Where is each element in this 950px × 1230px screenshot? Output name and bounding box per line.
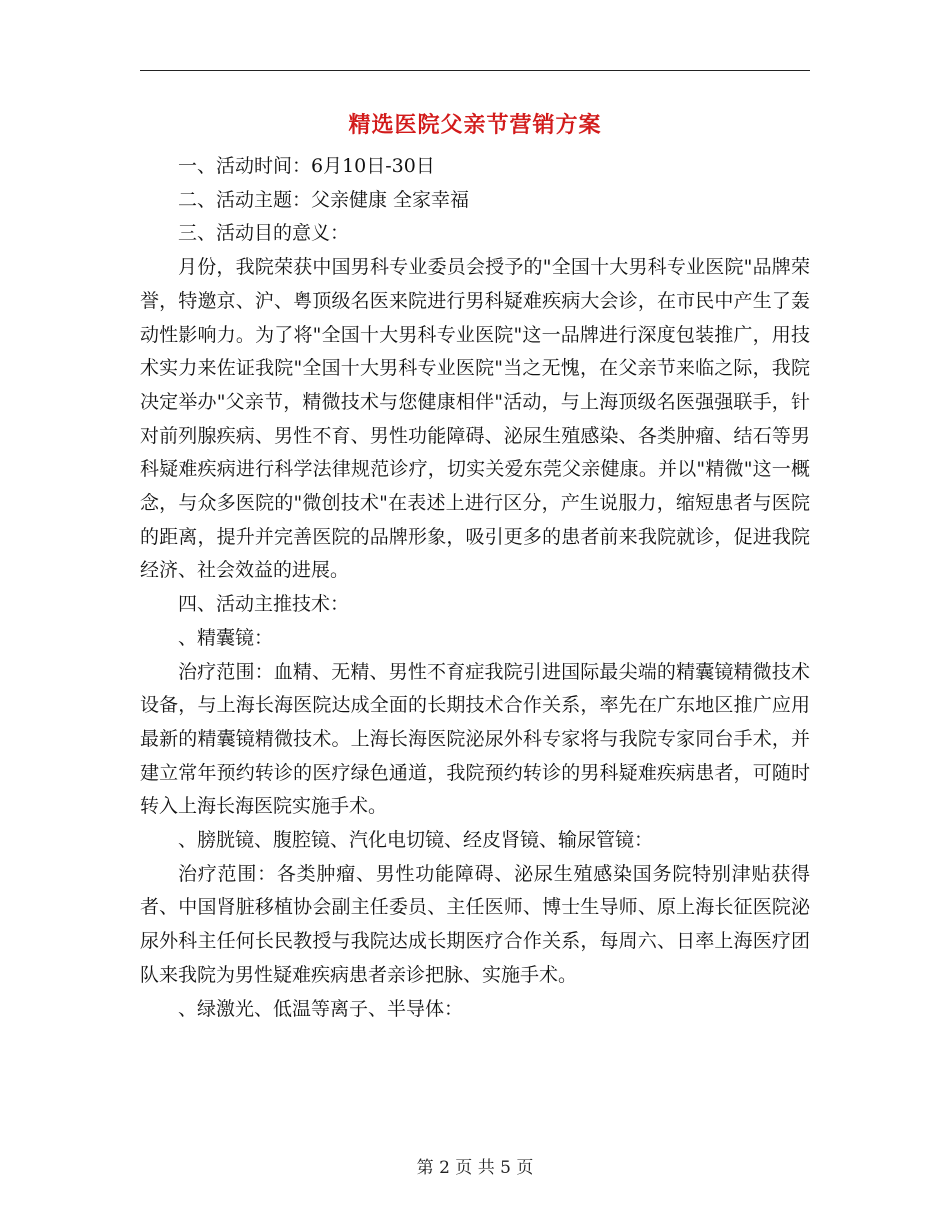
paragraph-laser-heading: 、绿激光、低温等离子、半导体：	[178, 997, 464, 1020]
paragraph-purpose-body: 月份，我院荣获中国男科专业委员会授予的"全国十大男科专业医院"品牌荣誉，特邀京、沪、粤顶级名医来院进行男科疑难疾病大会诊，在市民中产生了轰动性影响力。为了将"全国十大男科专业医院"这一品牌进行深度包装推广，用技术实力来佐证我院"全国十大男科专业医院"当之无愧，在父亲节来临之际，我院决定举办"父亲节，精微技术与您健康相伴"活动，与上海顶级名医强强联手，针对前列腺疾病、男性不育、男性功能障碍、泌尿生殖感染、各类肿瘤、结石等男科疑难疾病进行科学法律规范诊疗，切实关爱东莞父亲健康。并以"精微"这一概念，与众多医院的"微创技术"在表述上进行区分，产生说服力，缩短患者与医院的距离，提升并完善医院的品牌形象，吸引更多的患者前来我院就诊，促进我院经济、社会效益的进展。	[140, 256, 810, 582]
paragraph-activity-theme: 二、活动主题：父亲健康 全家幸福	[178, 188, 470, 211]
document-title: 精选医院父亲节营销方案	[348, 112, 602, 138]
page-number-footer: 第 2 页 共 5 页	[416, 1158, 534, 1178]
document-body	[140, 150, 810, 1026]
paragraph-endoscopy-heading: 、膀胱镜、腹腔镜、汽化电切镜、经皮肾镜、输尿管镜：	[178, 829, 654, 852]
paragraph-activity-time: 一、活动时间：6月10日-30日	[178, 155, 435, 177]
paragraph-tech-heading: 四、活动主推技术：	[178, 593, 350, 616]
header-rule	[140, 70, 810, 71]
paragraph-seminal-scope: 、精囊镜：	[178, 626, 274, 649]
paragraph-seminal-body: 治疗范围：血精、无精、男性不育症我院引进国际最尖端的精囊镜精微技术设备，与上海长海医院达成全面的长期技术合作关系，率先在广东地区推广应用最新的精囊镜精微技术。上海长海医院泌尿外科专家将与我院专家同台手术，并建立常年预约转诊的医疗绿色通道，我院预约转诊的男科疑难疾病患者，可随时转入上海长海医院实施手术。	[140, 660, 810, 818]
paragraph-purpose-heading: 三、活动目的意义：	[178, 222, 350, 245]
paragraph-endoscopy-body: 治疗范围：各类肿瘤、男性功能障碍、泌尿生殖感染国务院特别津贴获得者、中国肾脏移植协会副主任委员、主任医师、博士生导师、原上海长征医院泌尿外科主任何长民教授与我院达成长期医疗合作关系，每周六、日率上海医疗团队来我院为男性疑难疾病患者亲诊把脉、实施手术。	[140, 862, 810, 986]
